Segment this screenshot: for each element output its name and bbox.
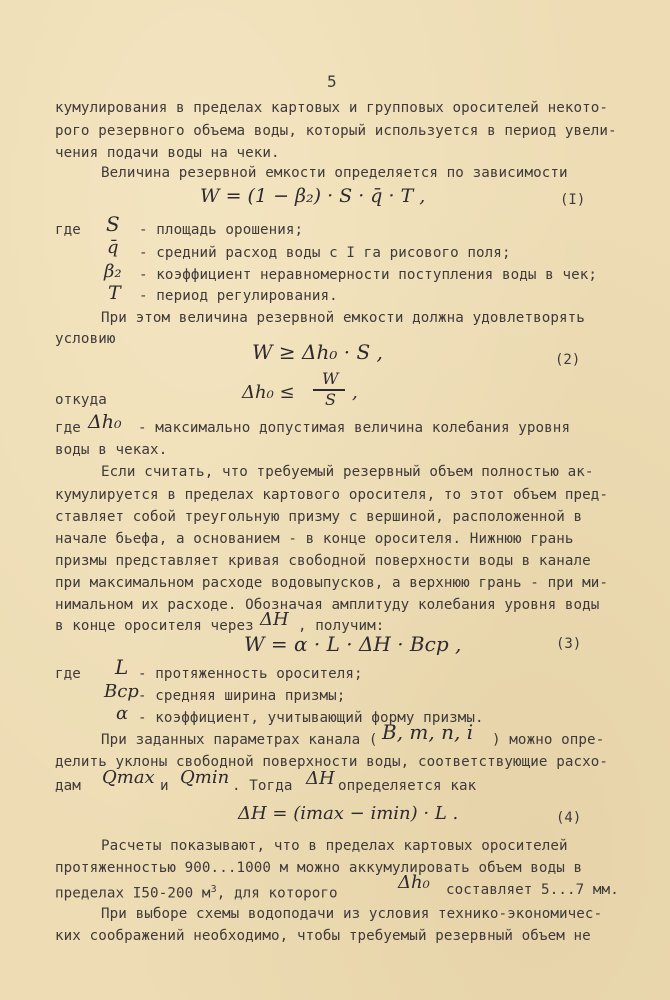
symbol-B-avg: Bср	[104, 681, 139, 702]
symbol-delta-h: Δh₀	[88, 411, 122, 433]
text-line: ставляет собой треугольную призму с вершиной, расположенной в	[55, 509, 583, 525]
definition-line: - средняя ширина призмы;	[138, 688, 346, 704]
text-line: определяется как	[338, 778, 477, 794]
where-label: где	[55, 420, 81, 436]
equation-4: ΔH = (imax − imin) · L .	[238, 803, 459, 824]
symbol-Qmax: Qmax	[102, 767, 155, 788]
text-line: При заданных параметрах канала (	[101, 732, 378, 748]
text-span: пределах I50-200 м	[55, 885, 211, 902]
symbol-T: T	[108, 282, 121, 304]
text-line	[55, 880, 338, 904]
text-line: нимальном их расходе. Обозначая амплитуду колебания уровня воды	[55, 597, 600, 613]
equation-1: W = (1 − β₂) · S · q̄ · T ,	[200, 185, 426, 207]
text-line: кумулируется в пределах картового оросителя, то этот объем пред-	[55, 487, 609, 503]
text-line: начале бьефа, а основанием - в конце оросителя. Нижнюю грань	[55, 531, 574, 547]
equation-2: W ≥ Δh₀ · S ,	[252, 340, 383, 364]
definition-line: - коэффициент неравномерности поступления воды в чек;	[139, 267, 598, 283]
symbol-beta: β₂	[104, 261, 122, 282]
fraction-denominator: S	[325, 390, 336, 409]
text-line: При этом величина резервной емкости должна удовлетворять	[101, 310, 585, 326]
symbol-q: q̄	[107, 237, 119, 258]
text-line: Если считать, что требуемый резервный объем полностью ак-	[101, 464, 594, 480]
text-line: воды в чеках.	[55, 442, 168, 458]
symbol-alpha: α	[116, 703, 129, 724]
text-line: при максимальном расходе водовыпусков, а верхнюю грань - при ми-	[55, 575, 609, 591]
definition-line: - коэффициент, учитывающий форму призмы.	[138, 710, 484, 726]
text-line: чения подачи воды на чеки.	[55, 145, 280, 161]
superscript: 3	[210, 884, 217, 895]
definition-line: - максимально допустимая величина колебания уровня	[138, 420, 571, 436]
equation-3-number: (3)	[556, 636, 582, 652]
text-line: . Тогда	[232, 778, 293, 794]
equation-4-number: (4)	[556, 810, 582, 826]
text-line: рого резервного объема воды, который используется в период увели-	[55, 123, 617, 139]
symbol-S: S	[106, 212, 120, 236]
whence-tail: ,	[352, 382, 358, 403]
text-line: протяженностью 900...1000 м можно аккумулировать объем воды в	[55, 860, 583, 876]
text-line: Расчеты показывают, что в пределах картовых оросителей	[101, 838, 568, 854]
text-line: Величина резервной емкости определяется по зависимости	[101, 165, 568, 181]
text-line: условию	[55, 331, 116, 347]
where-label: где	[55, 222, 81, 238]
text-line: При выборе схемы водоподачи из условия технико-экономичес-	[101, 906, 603, 922]
text-line: в конце оросителя через	[55, 618, 254, 634]
definition-line: - средний расход воды с I га рисового поля;	[139, 245, 511, 261]
definition-line: - протяженность оросителя;	[138, 666, 363, 682]
text-line: призмы представляет кривая свободной поверхности воды в канале	[55, 553, 591, 569]
fraction-numerator: W	[322, 369, 339, 388]
text-line: ких соображений необходимо, чтобы требуемый резервный объем не	[55, 928, 591, 944]
page-number: 5	[327, 72, 337, 91]
symbol-Qmin: Qmin	[180, 767, 230, 788]
definition-line: - период регулирования.	[139, 288, 338, 304]
whence-lhs: Δh₀ ≤	[242, 382, 295, 403]
equation-2-number: (2)	[555, 352, 581, 368]
symbol-delta-h: Δh₀	[398, 872, 430, 893]
text-line: кумулирования в пределах картовых и групповых оросителей некото-	[55, 100, 609, 116]
where-label: где	[55, 666, 81, 682]
channel-parameters: B, m, n, i	[382, 720, 474, 744]
symbol-delta-H: ΔH	[260, 609, 289, 630]
equation-3: W = α · L · ΔH · Bср ,	[244, 632, 462, 656]
text-line: , получим:	[298, 618, 385, 634]
text-span: , для которого	[216, 885, 338, 902]
text-line: дам	[55, 778, 81, 794]
definition-line: - площадь орошения;	[139, 222, 304, 238]
symbol-delta-H: ΔH	[306, 768, 335, 789]
text-line: делить уклоны свободной поверхности воды, соответствующие расхо-	[55, 754, 609, 770]
symbol-L: L	[115, 655, 129, 679]
whence-label: откуда	[55, 392, 107, 408]
text-line: ) можно опре-	[492, 732, 605, 748]
text-line: составляет 5...7 мм.	[446, 882, 619, 898]
text-line: и	[160, 778, 169, 794]
equation-1-number: (I)	[560, 192, 586, 208]
